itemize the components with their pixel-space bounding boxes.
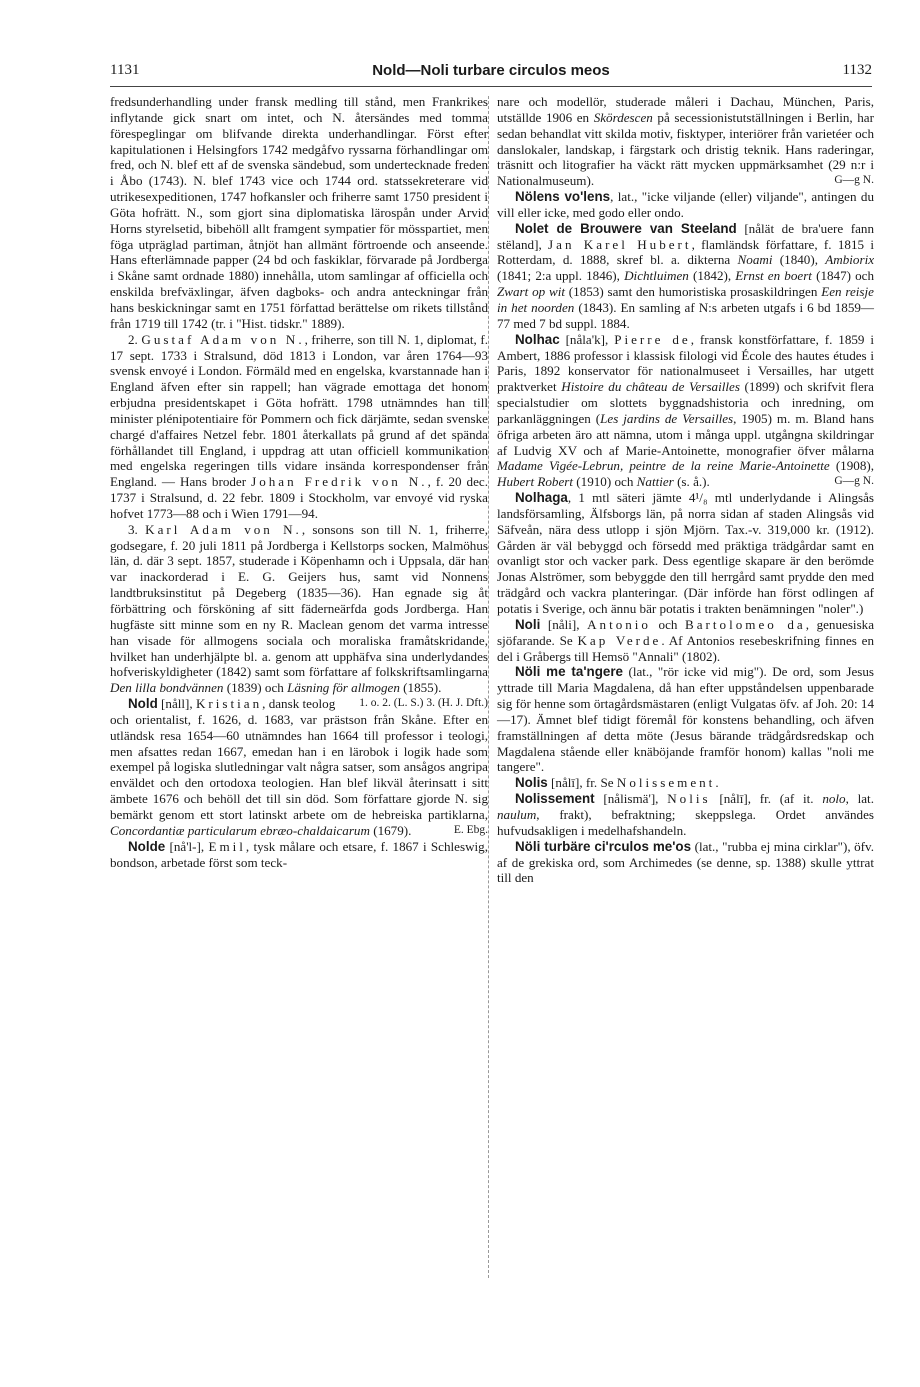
page-header	[110, 62, 872, 87]
headword: Nölens vo'lens	[515, 189, 611, 205]
entry-nolis: Nolis [nålī], fr. Se Nolissement.	[515, 775, 719, 791]
entry-gustaf-adam: 2. Gustaf Adam von N., friherre, son till N. 1, diplomat, f. 17 sept. 1733 i Stralsund, död 1813 i London, var åren 1764—93 svensk envoyé i London. Förmäld med en engelska, kvarstannade han i England äfven efter sin rappell; han vägrade emottaga det honom erbjudna presidentskapet i Göta hofrätt. 1798 utnämndes han till minister plénipotentiaire för Pommern och fick därjämte, sedan svenske chargé d'affaires Netzel febr. 1801 återkallats på grund af det spända förhållandet till England, i uppdrag att utan officiell kommunikation med engelska regeringen tills vidare insända korrespondenser från England. — Hans broder Johan Fredrik von N., f. 20 dec. 1737 i Stralsund, d. 22 febr. 1809 i Stockholm, var envoyé vid ryska hofvet 1773—88 och i Wien 1791—94.	[110, 331, 489, 521]
entry-nolet: Nolet de Brouwere van Steeland [nålät de bra'uere fann stëland], Jan Karel Hubert, flamländsk författare, f. 1815 i Rotterdam, d. 1888, skref bl. a. dikterna Noami (1840), Ambiorix (1841; 2:a uppl. 1846), Dichtluimen (1842), Ernst en boert (1847) och Zwart op wit (1853) samt den humoristiska prosaskildringen Een reisje in het noorden (1843). En samling af N:s arbeten utgafs i 6 bd 1859—77 med 7 bd suppl. 1884.	[497, 220, 875, 331]
entry-nolde: Nolde [nå'l-], Emil, tysk målare och etsare, f. 1867 i Schleswig, bondson, arbetade först som teck-	[110, 838, 488, 870]
headword: Nolissement	[515, 791, 595, 807]
entry-continuation: fredsunderhandling under fransk medling till stånd, men Frankrikes inflytande gick snart om intet, och N. återsändes med tomma förespeglingar om blifvande direkta underhandlingar. Först efter kapitulationen i Helsingfors 1742 medgåfvo ryssarna förhandlingar om fred, och N. blef ett af de svenska sändebud, som undertecknade freden i Åbo (1743). N. blef 1743 vice och 1744 ord. statssekreterare vid utrikesexpeditionen, 1747 hofkansler och friherre samt 1750 president i Göta hofrätt. N., som gjort sina diplomatiska lärospån under Arvid Horns styrelsetid, bibehöll allt framgent sympatier för mösspartiet, men föga utpräglad partiman, åtnjöt han allmänt förtroende och anseende. Hans efterlämnade papper (24 bd och faskiklar, förvarade på Jordberga i Skåne samt ordnade 1880) innehålla, utom samlingar af officiella och enskilda brefväxlingar, äfven dagboks- och andra anteckningar från hans beskickningar samt en 1751 författad berättelse om rikets tillstånd från 1719 till 1742 (tr. i "Hist. tidskr." 1889).	[110, 94, 488, 331]
entry-nolde-continued: nare och modellör, studerade måleri i Dachau, München, Paris, utställde 1906 en Skördescen på secessionistutställningen i Berlin, har sedan behandlat vitt skilda motiv, fisktyper, interiörer från varietéer och danslokaler, landskap, i färgstark och dristig teknik. Hans raderingar, träsnitt och litografier ha väckt rätt mycken uppmärksamhet (29 n:r i Nationalmuseum). G—g N.	[497, 94, 874, 189]
entry-noli-me-tangere: Nöli me ta'ngere (lat., "rör icke vid mig"). De ord, som Jesus yttrade till Maria Magdalena, då han efter uppståndelsen uppenbarade sig för henne som örtagårdsmästaren (enligt Vulgatas öfv. af Joh. 20: 14—17). Ämnet blef tidigt föremål för konstens behandling, och äfven framställningen af detta möte (Jesus bärande trädgårdsredskap och Magdalena stående eller knäböjande framför honom) kallas "noli me tangere".	[497, 664, 875, 775]
column-divider	[488, 96, 489, 1278]
signature: 1. o. 2. (L. S.) 3. (H. J. Dft.)	[359, 697, 488, 710]
page-number-right: 1132	[842, 62, 872, 78]
headword: Noli	[515, 616, 541, 632]
entry-nolhaga: Nolhaga, 1 mtl säteri jämte 4¹/₈ mtl underlydande i Alingsås landsförsamling, Älfsborgs län, på norra sidan af staden Alingsås vid Säfveån, nära dess utlopp i sjön Mjörn. Tax.-v. 319,000 kr. (1912). Gården är väl bebyggd och försedd med präktiga trädgårdar samt en ovanligt stor och vacker park. Dess egentlige skapare är den berömde Jonas Alströmer, som bebyggde den till herrgård samt prydde den med trädgård och vackra planteringar. (Där införde han först odlingen af potatis i Sverige, och ännu bär potatis i trakten benämningen "noler".)	[497, 490, 874, 616]
entry-nold: Nold [nåll], Kristian, dansk teolog och orientalist, f. 1626, d. 1683, var prästson från Skåne. Efter en utländsk resa 1654—60 utnämndes han 1664 till professor i teologi, men afsattes redan 1667, emedan han i en lärobok i logik hade som exempel på logiska slutledningar valt några satser, som ansågos angripa enväldet och den ortodoxa teologien. Han blef likväl återinsatt i sitt ämbete 1676 och behöll det till sin död. Som författare gjorde N. sig bemärkt genom ett stort latinskt arbete om de hebreiska partiklarna, Concordantiæ particularum ebræo-chaldaicarum (1679). E. Ebg.	[110, 696, 488, 838]
headword: Nolet de Brouwere van Steeland	[515, 220, 737, 236]
entry-nolhac: Nolhac [nåla'k], Pierre de, fransk konstförfattare, f. 1859 i Ambert, 1886 professor i klassisk filologi vid École des hautes études i Paris, 1892 konservator för nationalmuseet i Versailles, har utgett praktverket Histoire du château de Versailles (1899) och skrifvit flera specialstudier om slottets byggnadshistoria och inredning, om parkanläggningen (Les jardins de Versailles, 1905) m. m. Bland hans öfriga arbeten äro att nämna, utom i många uppl. utgångna skildringar af Ludvig XV och af Marie-Antoinette, monografier öfver målarna Madame Vigée-Lebrun, peintre de la reine Marie-Antoinette (1908), Hubert Robert (1910) och Nattier (s. å.). G—g N.	[497, 331, 875, 490]
headword: Nolis	[515, 775, 548, 791]
headword: Nöli me ta'ngere	[515, 664, 623, 680]
signature: E. Ebg.	[453, 823, 488, 836]
signature: G—g N.	[834, 174, 874, 187]
headword: Nöli turbäre ci'rculos me'os	[515, 838, 692, 854]
headword: Nolhac	[515, 331, 560, 347]
entry-karl-adam: 3. Karl Adam von N., sonsons son till N. 1, friherre, godsegare, f. 20 juli 1811 på Jordberga i Kellstorps socken, Malmöhus län, d. där 3 sept. 1857, studerade i Köpenhamn och i Uppsala, där han var inackorderad i E. G. Geijers hus, samt vid Nonnens landtbruksinstitut på Degeberg (1835—36). Han egnade sig åt förbättring och försköning af sitt fäderneärfda gods Jordberga. Han hugfäste sitt minne som en ny R. Maclean genom det varma intresse han visade för allmogens sociala och moraliska framåtskridande, hvilket han underhjälpte bl. a. genom att upphäfva sina underlydandes hofveriskyldigheter (1842) samt som författare af folkskriftsamlingarna Den lilla bondvännen (1839) och Läsning för allmogen (1855). 1. o. 2. (L. S.) 3. (H. J. Dft.)	[110, 522, 488, 696]
entry-noli-turbare: Nöli turbäre ci'rculos me'os (lat., "rubba ej mina cirklar"), öfv. af de grekiska ord, som Archimedes (se denne, sp. 1388) skulle yttrat till den	[497, 838, 874, 886]
right-column	[497, 94, 874, 886]
page-number-left: 1131	[110, 62, 140, 78]
headword: Nolde	[128, 838, 166, 854]
headword: Nold	[128, 696, 158, 712]
running-title: Nold—Noli turbare circulos meos	[372, 62, 610, 79]
left-column	[110, 94, 488, 870]
entry-nolens-volens: Nölens vo'lens, lat., "icke viljande (eller) viljande", antingen du vill eller icke, med godo eller ondo.	[497, 189, 874, 220]
entry-noli: Noli [nåli], Antonio och Bartolomeo da, genuesiska sjöfarande. Se Kap Verde. Af Antonios resebeskrifning finnes en del i Gråbergs till Hemsö "Annali" (1802).	[497, 616, 875, 664]
headword: Nolhaga	[515, 490, 568, 506]
entry-nolissement: Nolissement [nålismä'], Nolis [nålī], fr. (af it. nolo, lat. naulum, frakt), befraktning; skeppslega. Ordet användes hufvudsakligen i medelhafshandeln.	[497, 791, 874, 838]
signature: G—g N.	[834, 475, 874, 488]
